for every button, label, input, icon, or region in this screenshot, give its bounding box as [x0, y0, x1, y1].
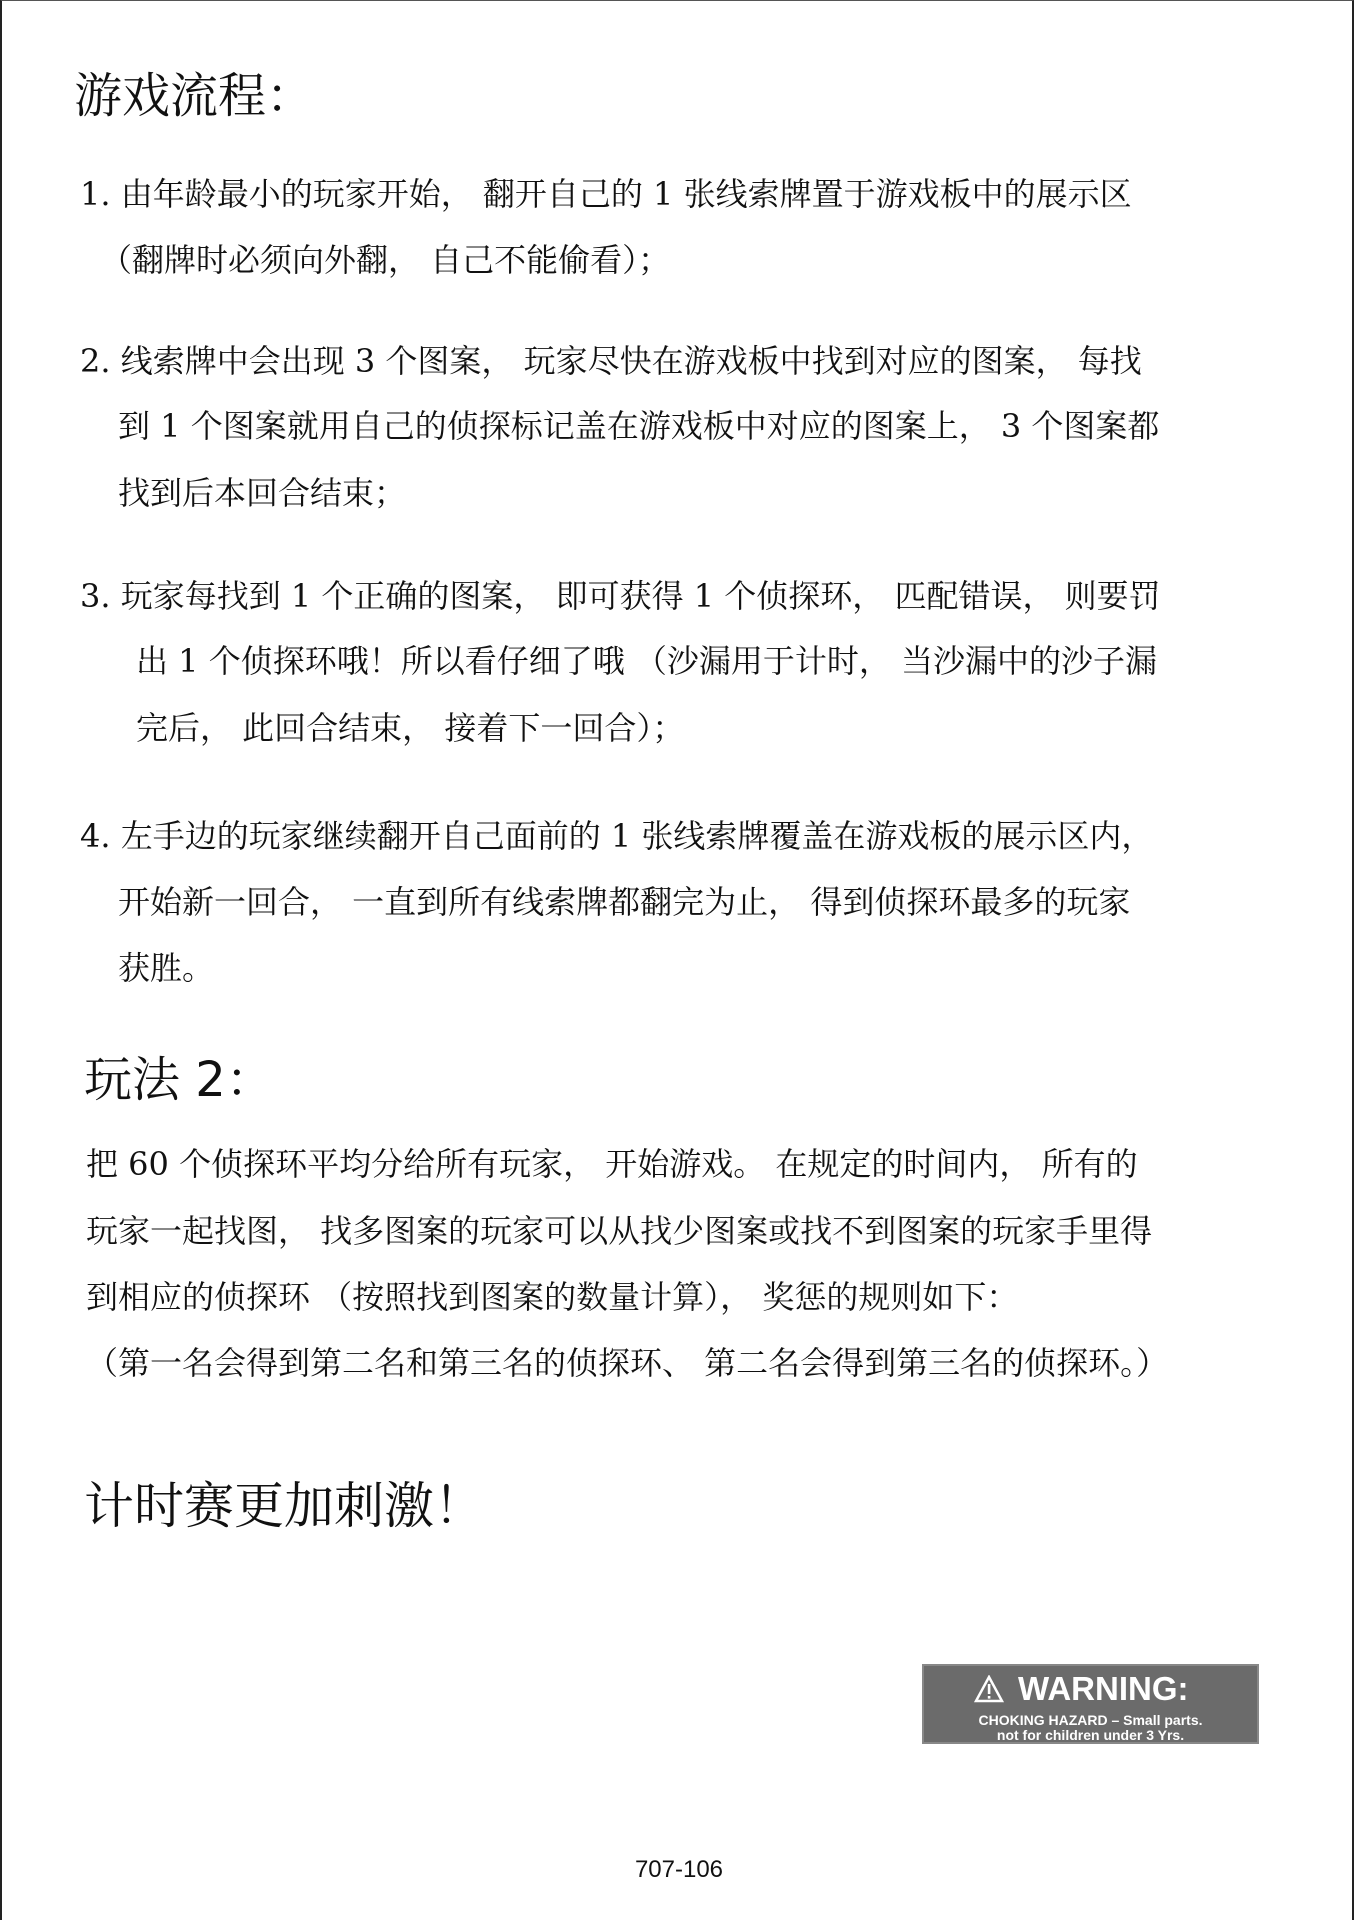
step4-line1: 4. 左手边的玩家继续翻开自己面前的 1 张线索牌覆盖在游戏板的展示区内，	[80, 817, 1154, 855]
section2-line2: 玩家一起找图， 找多图案的玩家可以从找少图案或找不到图案的玩家手里得	[86, 1212, 1153, 1250]
step4-line2: 开始新一回合， 一直到所有线索牌都翻完为止， 得到侦探环最多的玩家	[118, 883, 1131, 921]
step2-line2: 到 1 个图案就用自己的侦探标记盖在游戏板中对应的图案上， 3 个图案都	[118, 407, 1160, 445]
product-code: 707-106	[634, 1856, 724, 1883]
step2-line3: 找到后本回合结束；	[118, 474, 407, 512]
section1-title: 游戏流程：	[74, 68, 315, 124]
step2-line1: 2. 线索牌中会出现 3 个图案， 玩家尽快在游戏板中找到对应的图案， 每找	[80, 342, 1142, 380]
step4-line3: 获胜。	[118, 949, 215, 987]
step1-line2: （翻牌时必须向外翻， 自己不能偷看）；	[100, 241, 671, 279]
section2-line1: 把 60 个侦探环平均分给所有玩家， 开始游戏。 在规定的时间内， 所有的	[86, 1145, 1138, 1183]
warning-label	[922, 1664, 1259, 1744]
section3-title: 计时赛更加刺激！	[84, 1477, 484, 1535]
section2-line4: （第一名会得到第二名和第三名的侦探环、 第二名会得到第三名的侦探环。）	[86, 1344, 1169, 1382]
warning-line-2: not for children under 3 Yrs.	[996, 1727, 1185, 1743]
warning-title: WARNING:	[1018, 1670, 1189, 1707]
warning-triangle-icon	[974, 1675, 1004, 1703]
warning-line-1: CHOKING HAZARD – Small parts.	[978, 1712, 1203, 1728]
step3-line1: 3. 玩家每找到 1 个正确的图案， 即可获得 1 个侦探环， 匹配错误， 则要罚	[80, 577, 1161, 615]
warning-header	[974, 1670, 1188, 1708]
step1-line1: 1. 由年龄最小的玩家开始， 翻开自己的 1 张线索牌置于游戏板中的展示区	[80, 175, 1132, 213]
step3-line3: 完后， 此回合结束， 接着下一回合）；	[136, 709, 685, 747]
step3-line2: 出 1 个侦探环哦！所以看仔细了哦 （沙漏用于计时， 当沙漏中的沙子漏	[136, 642, 1158, 680]
section2-line3: 到相应的侦探环 （按照找到图案的数量计算）， 奖惩的规则如下：	[86, 1278, 1019, 1316]
section2-title: 玩法 2：	[84, 1052, 274, 1108]
